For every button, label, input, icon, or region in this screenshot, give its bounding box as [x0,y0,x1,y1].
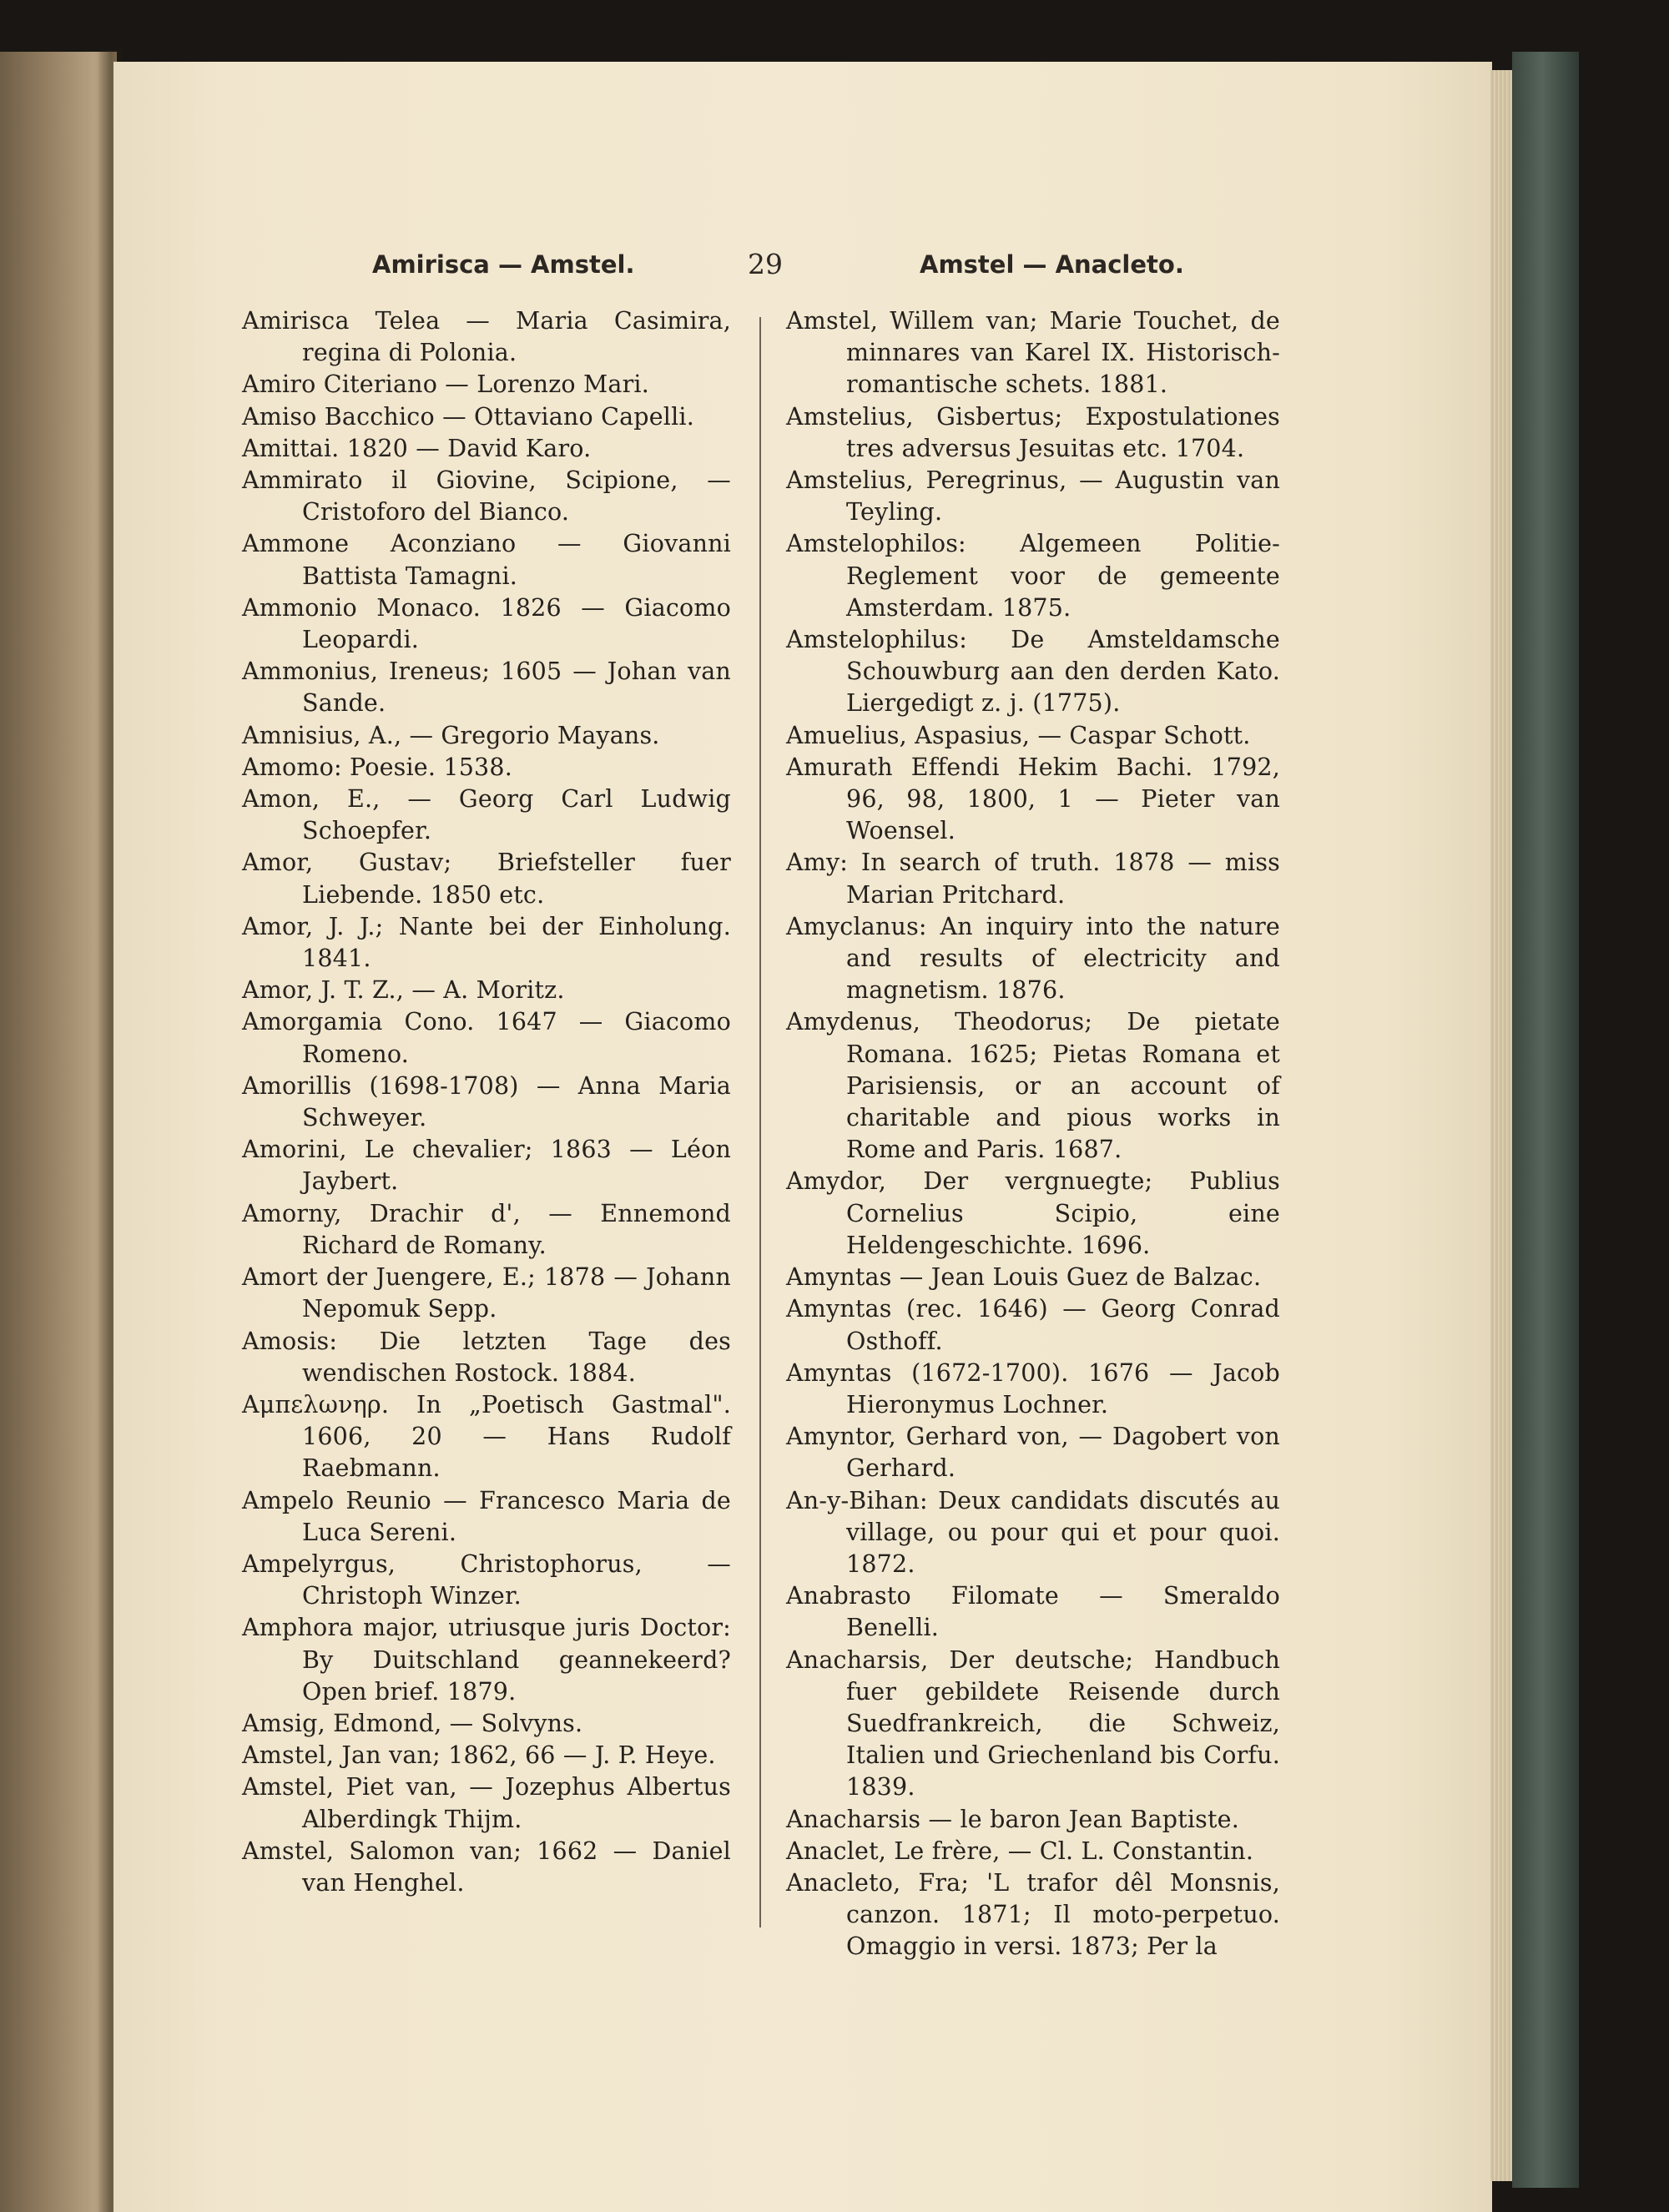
entry: Amuelius, Aspasius, — Caspar Schott. [786,721,1251,749]
entry: Amorillis (1698-1708) — Anna Maria Schweyer. [242,1071,731,1132]
entry: Amyntas (1672-1700). 1676 — Jacob Hieronymus Lochner. [786,1358,1280,1418]
entry: Αμπελωνηρ. In „Poetisch Gastmal". 1606, 20 — Hans Rudolf Raebmann. [242,1390,731,1483]
entry: Amyntas — Jean Louis Guez de Balzac. [786,1263,1262,1292]
book-cover-edge [1512,52,1579,2188]
entry: Amiro Citeriano — Lorenzo Mari. [242,370,650,399]
entry: Amstel, Salomon van; 1662 — Daniel van Henghel. [242,1837,731,1897]
entry: An-y-Bihan: Deux candidats discutés au village, ou pour qui et pour quoi. 1872. [786,1486,1280,1578]
entry: Ammone Aconziano — Giovanni Battista Tamagni. [242,530,731,590]
entry: Amorny, Drachir d', — Ennemond Richard de Romany. [242,1199,731,1259]
entry: Amnisius, A., — Gregorio Mayans. [242,721,660,749]
entry: Amirisca Telea — Maria Casimira, regina di Polonia. [242,307,731,367]
entry: Anacharsis — le baron Jean Baptiste. [786,1805,1239,1833]
entry: Amstelius, Peregrinus, — Augustin van Teyling. [786,466,1280,527]
entry: Amstel, Piet van, — Jozephus Albertus Alberdingk Thijm. [242,1773,731,1833]
running-header-left: Amirisca — Amstel. [372,250,635,279]
entry: Anacharsis, Der deutsche; Handbuch fuer gebildete Reisende durch Suedfrankreich, die Schweiz, Italien und Griechenland bis Corfu. 1839. [786,1645,1280,1801]
entry: Amomo: Poesie. 1538. [242,753,512,781]
entry: Amyclanus: An inquiry into the nature and results of electricity and magnetism. 1876. [786,912,1280,1005]
left-column [242,305,731,1899]
entry: Anaclet, Le frère, — Cl. L. Constantin. [786,1837,1254,1865]
entry: Amphora major, utriusque juris Doctor: By Duitschland geannekeerd? Open brief. 1879. [242,1614,731,1706]
entry: Amort der Juengere, E.; 1878 — Johann Nepomuk Sepp. [242,1263,731,1323]
right-column [786,305,1280,1963]
entry: Ammonius, Ireneus; 1605 — Johan van Sande. [242,658,731,718]
entry: Amor, Gustav; Briefsteller fuer Liebende. 1850 etc. [242,849,731,909]
entry: Amsig, Edmond, — Solvyns. [242,1709,583,1737]
entry: Ammonio Monaco. 1826 — Giacomo Leopardi. [242,593,731,654]
entry: Amstelophilos: Algemeen Politie-Reglement voor de gemeente Amsterdam. 1875. [786,530,1280,622]
entry: Amiso Bacchico — Ottaviano Capelli. [242,402,694,431]
entry: Amon, E., — Georg Carl Ludwig Schoepfer. [242,785,731,845]
entry: Amstelophilus: De Amsteldamsche Schouwburg aan den derden Kato. Liergedigt z. j. (1775). [786,626,1280,718]
entry: Ammirato il Giovine, Scipione, — Cristoforo del Bianco. [242,466,731,527]
column-divider [759,317,761,1927]
entry: Anabrasto Filomate — Smeraldo Benelli. [786,1582,1280,1642]
entry: Anacleto, Fra; 'L trafor dêl Monsnis, canzon. 1871; Il moto-perpetuo. Omaggio in versi. 1873; Per la [786,1868,1280,1961]
entry: Amyntor, Gerhard von, — Dagobert von Gerhard. [786,1423,1280,1483]
entry: Amstel, Willem van; Marie Touchet, de minnares van Karel IX. Historisch-romantische schets. 1881. [786,307,1280,399]
entry: Ampelo Reunio — Francesco Maria de Luca Sereni. [242,1486,731,1546]
entry: Amorini, Le chevalier; 1863 — Léon Jaybert. [242,1136,731,1196]
entry: Amor, J. J.; Nante bei der Einholung. 1841. [242,912,731,973]
entry: Ampelyrgus, Christophorus, — Christoph Winzer. [242,1549,731,1610]
entry: Amorgamia Cono. 1647 — Giacomo Romeno. [242,1008,731,1068]
page-number: 29 [748,248,783,280]
entry: Amyntas (rec. 1646) — Georg Conrad Osthoff. [786,1295,1280,1355]
page-edges [1490,70,1514,2181]
entry: Amstelius, Gisbertus; Expostulationes tres adversus Jesuitas etc. 1704. [786,402,1280,462]
entry: Amydenus, Theodorus; De pietate Romana. 1625; Pietas Romana et Parisiensis, or an account of charitable and pious works in Rome and Paris. 1687. [786,1008,1280,1164]
entry: Amy: In search of truth. 1878 — miss Marian Pritchard. [786,849,1280,909]
running-header-right: Amstel — Anacleto. [920,250,1184,279]
entry: Amstel, Jan van; 1862, 66 — J. P. Heye. [242,1741,716,1770]
entry: Amittai. 1820 — David Karo. [242,434,592,462]
entry: Amosis: Die letzten Tage des wendischen Rostock. 1884. [242,1327,731,1387]
entry: Amydor, Der vergnuegte; Publius Cornelius Scipio, eine Heldengeschichte. 1696. [786,1167,1280,1259]
entry: Amor, J. T. Z., — A. Moritz. [242,976,565,1005]
entry: Amurath Effendi Hekim Bachi. 1792, 96, 98, 1800, 1 — Pieter van Woensel. [786,753,1280,845]
